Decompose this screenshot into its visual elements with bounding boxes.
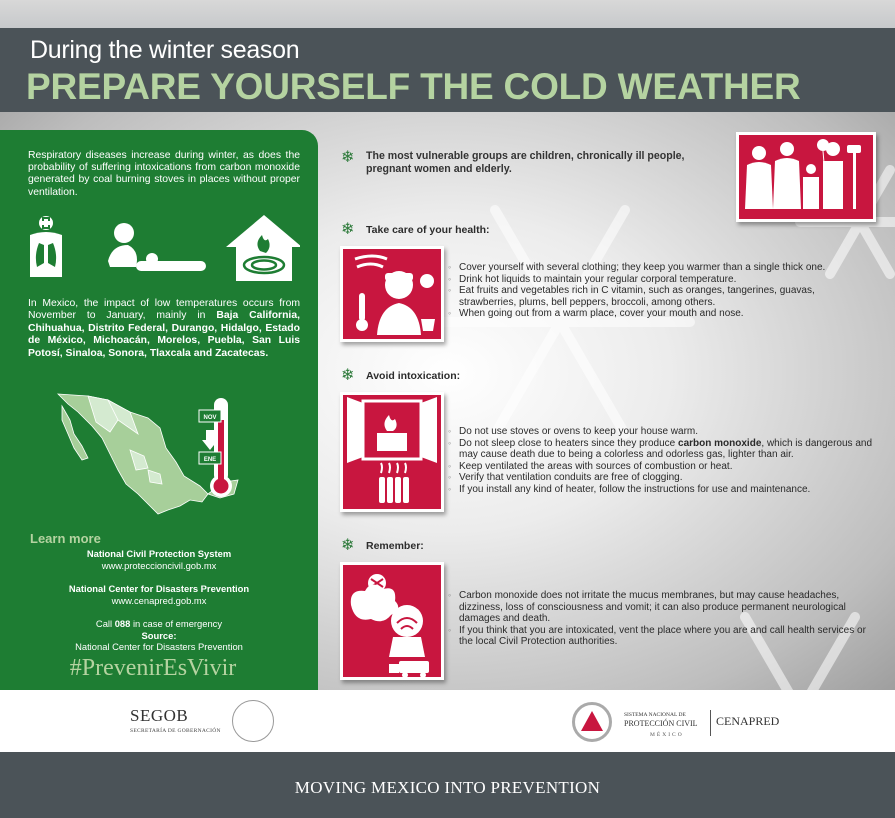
hashtag: #PrevenirEsVivir	[69, 655, 237, 681]
sick-people-icon	[108, 223, 206, 271]
header	[0, 28, 895, 112]
thermo-top-label: NOV	[203, 415, 217, 421]
org2-url[interactable]: www.cenapred.gob.mx	[111, 594, 207, 606]
list-item	[448, 438, 873, 461]
health-list	[448, 262, 873, 320]
national-seal-icon	[232, 700, 274, 742]
learn-more-heading: Learn more	[30, 531, 101, 546]
civil-protection-logo-icon	[572, 702, 612, 742]
list-item: ◦ When going out from a warm place, cover your mouth and nose.	[448, 308, 873, 320]
family-illustration	[736, 132, 876, 222]
window-heater-icon	[343, 395, 441, 509]
footer	[0, 752, 895, 818]
org1-name: National Civil Protection System	[86, 548, 232, 559]
house-fire-icon	[226, 215, 300, 281]
org1-url[interactable]: www.proteccioncivil.gob.mx	[101, 559, 217, 571]
mexico-map	[48, 390, 258, 540]
list-item: ◦ If you install any kind of heater, follow the instructions for use and maintenance.	[448, 484, 873, 496]
segob-logo-text: SEGOB	[130, 706, 189, 725]
thermometer-icon	[199, 398, 232, 497]
call-suffix: in case of emergency	[130, 618, 223, 629]
call-prefix: Call	[95, 618, 115, 629]
emergency-call	[40, 618, 278, 630]
vulnerable-groups-text: The most vulnerable groups are children, chronically ill people, pregnant women and elderly.	[366, 150, 685, 175]
warm-clothing-icon	[343, 249, 441, 339]
snowflake-bullet-icon: ❄	[341, 221, 355, 238]
family-icon	[739, 135, 873, 219]
intox-title: Avoid intoxication:	[366, 370, 461, 382]
list-item: ◦ Cover yourself with several clothing; they keep you warmer than a single thick one.	[448, 262, 873, 274]
remember-title: Remember:	[366, 540, 424, 552]
thermo-bottom-label: ENE	[203, 457, 217, 463]
header-title: PREPARE YOURSELF THE COLD WEATHER	[26, 66, 801, 107]
intox-list	[448, 426, 873, 495]
pc-line1: SISTEMA NACIONAL DE	[624, 712, 686, 718]
left-illustrations	[28, 215, 300, 285]
intoxication-illustration	[340, 392, 444, 512]
list-item: ◦ If you think that you are intoxicated, vent the place where you are and call health services or the local Civil Protection authorities.	[448, 625, 873, 648]
impact-text	[28, 298, 300, 360]
item2-bold: carbon monoxide	[678, 437, 762, 449]
list-item: ◦ Eat fruits and vegetables rich in C vitamin, such as oranges, tangerines, guavas, strawberries, plums, bell peppers, broccoli, among others.	[448, 285, 873, 308]
contacts-block	[40, 548, 278, 653]
list-item: ◦ Do not use stoves or ovens to keep your house warm.	[448, 426, 873, 438]
source-label: Source:	[141, 629, 177, 641]
item2-suffix: , which is dangerous and may cause death due to being a colorless and odorless gas, lighter than air.	[459, 437, 873, 460]
list-item: ◦ Carbon monoxide does not irritate the mucus membranes, but may cause headaches, dizziness, loss of consciousness and vomit; it can also produce permanent neurological damages and death.	[448, 590, 873, 625]
snowflake-bullet-icon: ❄	[341, 537, 355, 554]
list-item: ◦ Verify that ventilation conduits are free of clogging.	[448, 472, 873, 484]
header-subtitle: During the winter season	[30, 36, 300, 64]
lungs-person-icon	[30, 216, 62, 277]
cenapred-logo-text: CENAPRED	[716, 714, 780, 728]
impact-states: Baja California, Chihuahua, Distrito Federal, Durango, Hidalgo, Estado de México, Michoacán, Morelos, Puebla, San Luis Potosí, Sinaloa, Sonora, Tlaxcala and Zacatecas.	[28, 310, 300, 359]
pc-line2: PROTECCIÓN CIVIL	[624, 719, 698, 728]
segob-subtitle: SECRETARÍA DE GOBERNACIÓN	[130, 728, 221, 734]
remember-illustration	[340, 562, 444, 680]
impact-prefix: In Mexico, the impact of low temperatures occurs from November to January, mainly in	[28, 298, 300, 322]
list-item: ◦ Drink hot liquids to maintain your regular corporal temperature.	[448, 274, 873, 286]
intro-text: Respiratory diseases increase during winter, as does the probability of suffering intoxications from carbon monoxide generated by coal burning stoves in places without proper ventilation.	[28, 150, 300, 198]
top-strip	[0, 0, 895, 28]
source-text: National Center for Disasters Prevention	[75, 641, 243, 652]
health-illustration	[340, 246, 444, 342]
left-panel	[0, 130, 318, 690]
list-item: ◦ Keep ventilated the areas with sources of combustion or heat.	[448, 461, 873, 473]
org2-name: National Center for Disasters Prevention	[68, 583, 250, 594]
call-number: 088	[114, 618, 131, 629]
logo-strip	[0, 690, 895, 752]
brain-smoke-icon	[343, 565, 441, 677]
health-title: Take care of your health:	[366, 224, 490, 236]
remember-list	[448, 590, 873, 648]
mexico-label: MÉXICO	[650, 732, 684, 738]
snowflake-bullet-icon: ❄	[341, 367, 355, 384]
footer-text: MOVING MEXICO INTO PREVENTION	[294, 778, 601, 797]
civil-protection-text	[624, 712, 698, 728]
snowflake-bullet-icon: ❄	[341, 149, 355, 166]
item2-prefix: Do not sleep close to heaters since they produce	[459, 437, 679, 449]
logo-divider	[710, 710, 711, 736]
